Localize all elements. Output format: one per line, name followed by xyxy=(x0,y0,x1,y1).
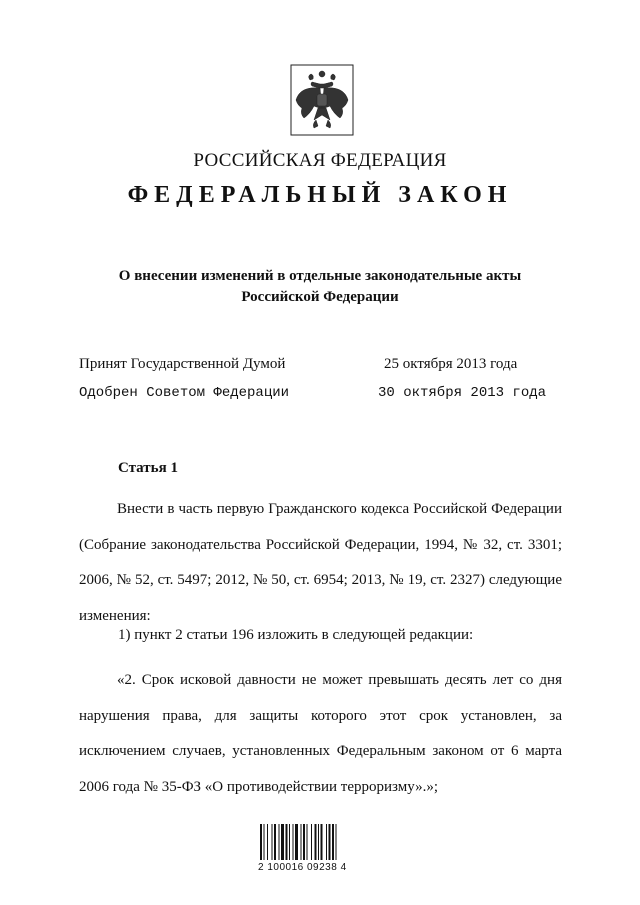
article-heading: Статья 1 xyxy=(118,460,178,476)
council-approval-date: 30 октября 2013 года xyxy=(378,385,547,401)
article-intro-paragraph: Внести в часть первую Гражданского кодекса Российской Федерации (Собрание законодательства Российской Федерации, 1994, № 32, ст. 3301; 2006, № 52, ст. 5497; 2012, № 50, ст. 6954; 2013, № 19, ст. 2327) следующие изменения: xyxy=(79,501,562,624)
duma-adoption-date: 25 октября 2013 года xyxy=(384,356,518,372)
council-approval-label: Одобрен Советом Федерации xyxy=(79,385,290,401)
article-item-1: 1) пункт 2 статьи 196 изложить в следующей редакции: xyxy=(118,627,474,643)
duma-adoption-label: Принят Государственной Думой xyxy=(79,356,286,372)
law-subject-line-2: Российской Федерации xyxy=(241,289,399,305)
coat-of-arms-icon xyxy=(290,64,354,136)
law-subject xyxy=(100,266,540,308)
barcode-number: 2 100016 09238 4 xyxy=(258,862,347,873)
country-heading: РОССИЙСКАЯ ФЕДЕРАЦИЯ xyxy=(193,150,447,171)
quoted-amendment-paragraph: «2. Срок исковой давности не может превышать десять лет со дня нарушения права, для защиты которого этот срок установлен, за исключением случаев, установленных Федеральным законом от 6 марта 2006 года № 35-ФЗ «О противодействии терроризму».»; xyxy=(79,672,562,795)
barcode-icon xyxy=(258,820,368,860)
law-type-title: ФЕДЕРАЛЬНЫЙ ЗАКОН xyxy=(127,182,513,208)
law-subject-line-1: О внесении изменений в отдельные законодательные акты xyxy=(118,268,522,284)
